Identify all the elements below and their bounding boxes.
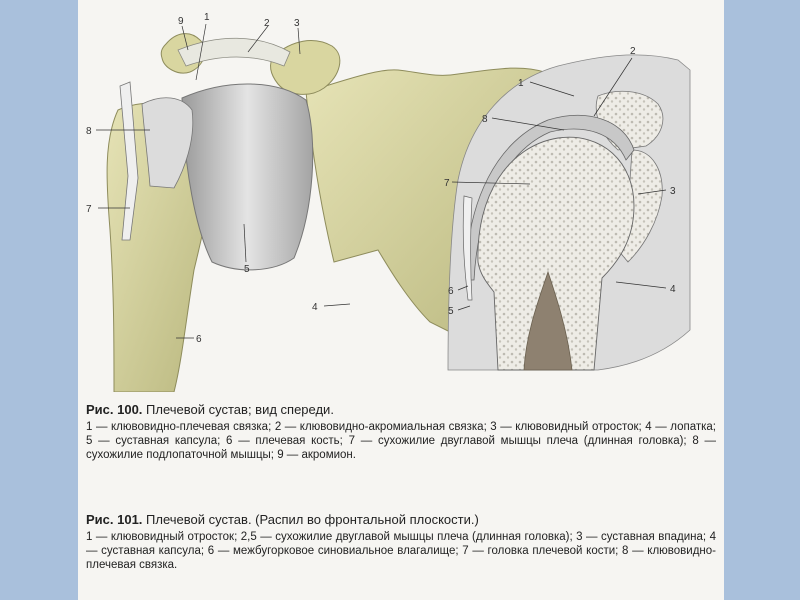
- figure-101-title: Плечевой сустав. (Распил во фронтальной плоскости.): [146, 512, 479, 527]
- textbook-page: [78, 0, 724, 600]
- fig100-label-6: 6: [196, 334, 202, 345]
- figure-101-legend: 1 — клювовидный отросток; 2,5 — сухожилие двуглавой мышцы плеча (длинная головка); 3 — суставная впадина; 4 — суставная капсула; 6 — межбугорковое синовиальное влагалище; 7 — головка плечевой кости; 8 — клювовидно-плечевая связка.: [86, 531, 716, 571]
- figure-100-caption: [86, 402, 716, 462]
- fig101-label-6: 6: [448, 286, 454, 297]
- fig100-label-1: 1: [204, 12, 210, 23]
- figures-area: [78, 0, 724, 392]
- fig101-label-2: 2: [630, 46, 636, 57]
- fig101-label-3: 3: [670, 186, 676, 197]
- anatomy-illustrations: [78, 0, 724, 392]
- figure-100-number: Рис. 100.: [86, 402, 143, 417]
- figure-101-number: Рис. 101.: [86, 512, 143, 527]
- fig101-label-1: 1: [518, 78, 524, 89]
- fig101-label-5: 5: [448, 306, 454, 317]
- fig100-label-7: 7: [86, 204, 92, 215]
- fig100-label-3: 3: [294, 18, 300, 29]
- fig100-label-4: 4: [312, 302, 318, 313]
- joint-capsule: [182, 84, 313, 270]
- fig100-label-8: 8: [86, 126, 92, 137]
- fig100-label-2: 2: [264, 18, 270, 29]
- fig100-label-5: 5: [244, 264, 250, 275]
- figure-101-title-line: [86, 512, 716, 528]
- figure-100-title-line: [86, 402, 716, 418]
- fig101-label-8: 8: [482, 114, 488, 125]
- fig100-label-9: 9: [178, 16, 184, 27]
- figure-100-legend: 1 — клювовидно-плечевая связка; 2 — клювовидно-акромиальная связка; 3 — клювовидный отросток; 4 — лопатка; 5 — суставная капсула; 6 — плечевая кость; 7 — сухожилие двуглавой мышцы плеча (длинная головка); 8 — сухожилие подлопаточной мышцы; 9 — акромион.: [86, 421, 716, 461]
- fig101-label-7: 7: [444, 178, 450, 189]
- fig101-label-4: 4: [670, 284, 676, 295]
- figure-101-caption: [86, 512, 716, 572]
- figure-100-title: Плечевой сустав; вид спереди.: [146, 402, 334, 417]
